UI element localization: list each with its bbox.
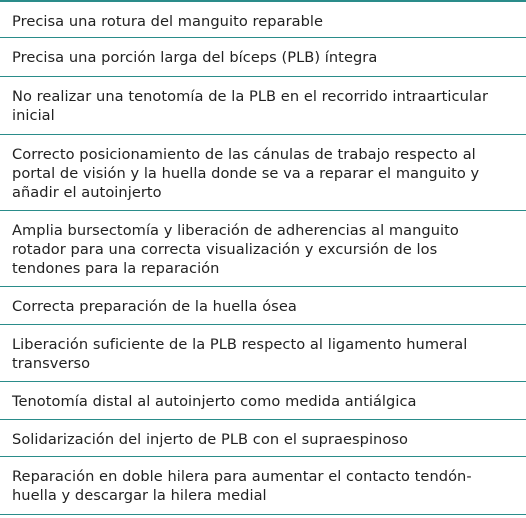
table-cell: Precisa una rotura del manguito reparable [12, 13, 324, 30]
table-cell: No realizar una tenotomía de la PLB en el recorrido intraarticular inicial [12, 88, 489, 124]
table-cell: Reparación en doble hilera para aumentar el contacto tendón-huella y descargar la hilera medial [12, 468, 472, 504]
table-row [0, 457, 526, 515]
table-cell: Tenotomía distal al autoinjerto como medida antiálgica [12, 393, 417, 410]
table-cell: Correcta preparación de la huella ósea [12, 298, 297, 315]
table-cell: Correcto posicionamiento de las cánulas de trabajo respecto al portal de visión y la huella donde se va a reparar el manguito y añadir el autoinjerto [12, 146, 480, 201]
table-row [0, 420, 526, 457]
table-cell: Liberación suficiente de la PLB respecto al ligamento humeral transverso [12, 336, 468, 372]
table-row [0, 135, 526, 211]
table-cell: Precisa una porción larga del bíceps (PLB) íntegra [12, 49, 378, 66]
table-row [0, 38, 526, 77]
table-row [0, 325, 526, 382]
table-cell: Solidarización del injerto de PLB con el supraespinoso [12, 431, 408, 448]
table-row [0, 287, 526, 325]
table-row [0, 382, 526, 420]
table-cell: Amplia bursectomía y liberación de adherencias al manguito rotador para una correcta visualización y excursión de los tendones para la reparación [12, 222, 459, 277]
table-row [0, 2, 526, 38]
table-row [0, 77, 526, 135]
table-row [0, 211, 526, 287]
